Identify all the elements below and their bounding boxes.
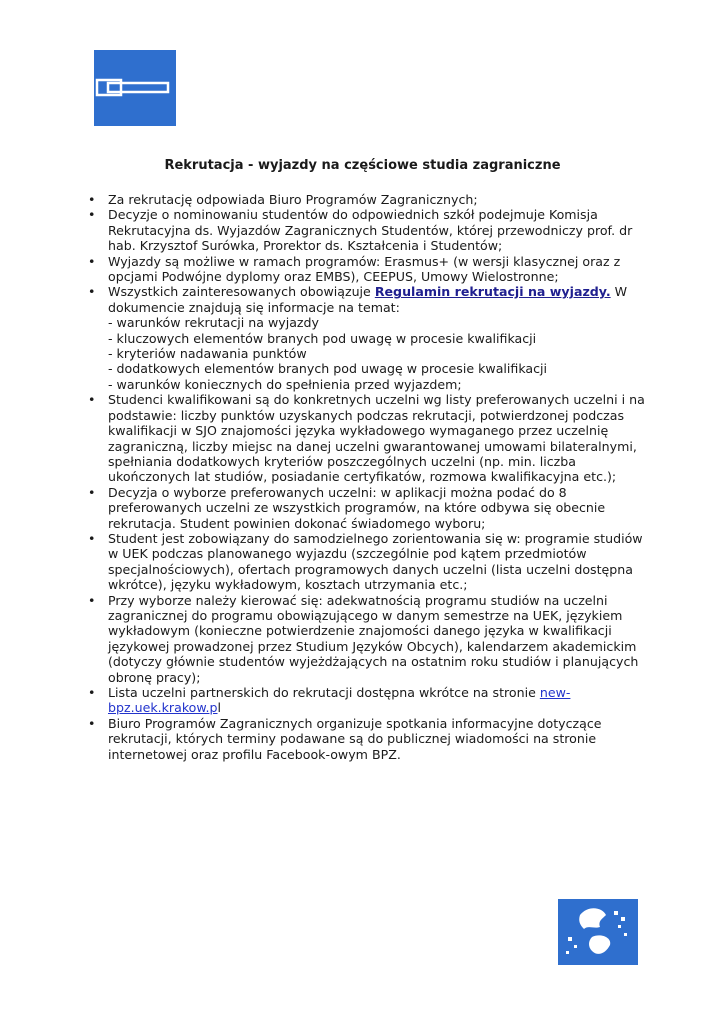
list-item: • Biuro Programów Zagranicznych organizuje spotkania informacyjne dotyczące rekrutacji, których terminy podawane są do publicznej wiadomości na stronie internetowej oraz profilu Facebook-owym BPZ. bbox=[88, 716, 648, 762]
bullet-text: W dokumencie znajdują się informacje na temat: bbox=[108, 284, 628, 315]
sub-item: - kluczowych elementów branych pod uwagę w procesie kwalifikacji bbox=[108, 330, 537, 346]
list-item: • Studenci kwalifikowani są do konkretnych uczelni wg listy preferowanych uczelni i na podstawie: liczby punktów uzyskanych podczas rekrutacji, potwierdzonej podczas kwalifikacji w SJO znajomości języka wykładowego wymaganego przez uczelnię zagraniczną, liczby miejsc na danej uczelni gwarantowanej umowami bilateralnymi, spełniania dodatkowych kryteriów poszczególnych uczelni (np. min. liczba ukończonych lat studiów, posiadanie certyfikatów, rozmowa kwalifikacyjna etc.); bbox=[88, 392, 648, 484]
bpz-logo bbox=[558, 899, 638, 965]
sub-item: - warunków koniecznych do spełnienia przed wyjazdem; bbox=[108, 376, 462, 392]
list-item: • Wyjazdy są możliwe w ramach programów: Erasmus+ (w wersji klasycznej oraz z opcjami Podwójne dyplomy oraz EMBS), CEEPUS, Umowy Wielostronne; bbox=[88, 254, 648, 285]
uek-logo bbox=[94, 50, 176, 126]
bullet-text: Wszystkich zainteresowanych obowiązuje bbox=[108, 284, 375, 300]
bullet-text: Lista uczelni partnerskich do rekrutacji dostępna wkrótce na stronie bbox=[108, 685, 540, 700]
sub-item: - kryteriów nadawania punktów bbox=[108, 346, 307, 362]
info-list bbox=[88, 192, 648, 762]
list-item: • Decyzja o wyborze preferowanych uczelni: w aplikacji można podać do 8 preferowanych uczelni ze wszystkich programów, na które odbywa się obecnie rekrutacja. Student powinien dokonać świadomego wyboru; bbox=[88, 485, 648, 531]
regulations-link[interactable]: Regulamin rekrutacji na wyjazdy. bbox=[374, 284, 611, 300]
partner-list-link[interactable]: new-bpz.uek.krakow.p bbox=[108, 685, 571, 716]
list-item: • Decyzje o nominowaniu studentów do odpowiednich szkół podejmuje Komisja Rekrutacyjna ds. Wyjazdów Zagranicznych Studentów, której przewodniczy prof. dr hab. Krzysztof Surówka, Prorektor ds. Kształcenia i Studentów; bbox=[88, 207, 648, 253]
list-item bbox=[88, 685, 648, 716]
sub-item: - dodatkowych elementów branych pod uwagę w procesie kwalifikacji bbox=[108, 361, 548, 377]
list-item: • Za rekrutację odpowiada Biuro Programów Zagranicznych; bbox=[88, 192, 648, 207]
page-title: Rekrutacja - wyjazdy na częściowe studia zagraniczne bbox=[164, 158, 561, 173]
list-item: • Przy wyborze należy kierować się: adekwatnością programu studiów na uczelni zagranicznej do programu obowiązującego w danym semestrze na UEK, językiem wykładowym (konieczne potwierdzenie znajomości danego języka w kwalifikacji językowej prowadzonej przez Studium Języków Obcych), kalendarzem akademickim (dotyczy głównie studentów wyjeżdżających na ostatnim roku studiów i planujących obronę pracy); bbox=[88, 593, 648, 685]
sub-item: - warunków rekrutacji na wyjazdy bbox=[108, 315, 319, 331]
list-item bbox=[88, 284, 648, 392]
bullet-text: l bbox=[217, 700, 222, 716]
list-item: • Student jest zobowiązany do samodzielnego zorientowania się w: programie studiów w UEK podczas planowanego wyjazdu (szczególnie pod kątem przedmiotów specjalnościowych), ofertach programowych danych uczelni (lista uczelni dostępna wkrótce), języku wykładowym, kosztach utrzymania etc.; bbox=[88, 531, 648, 593]
